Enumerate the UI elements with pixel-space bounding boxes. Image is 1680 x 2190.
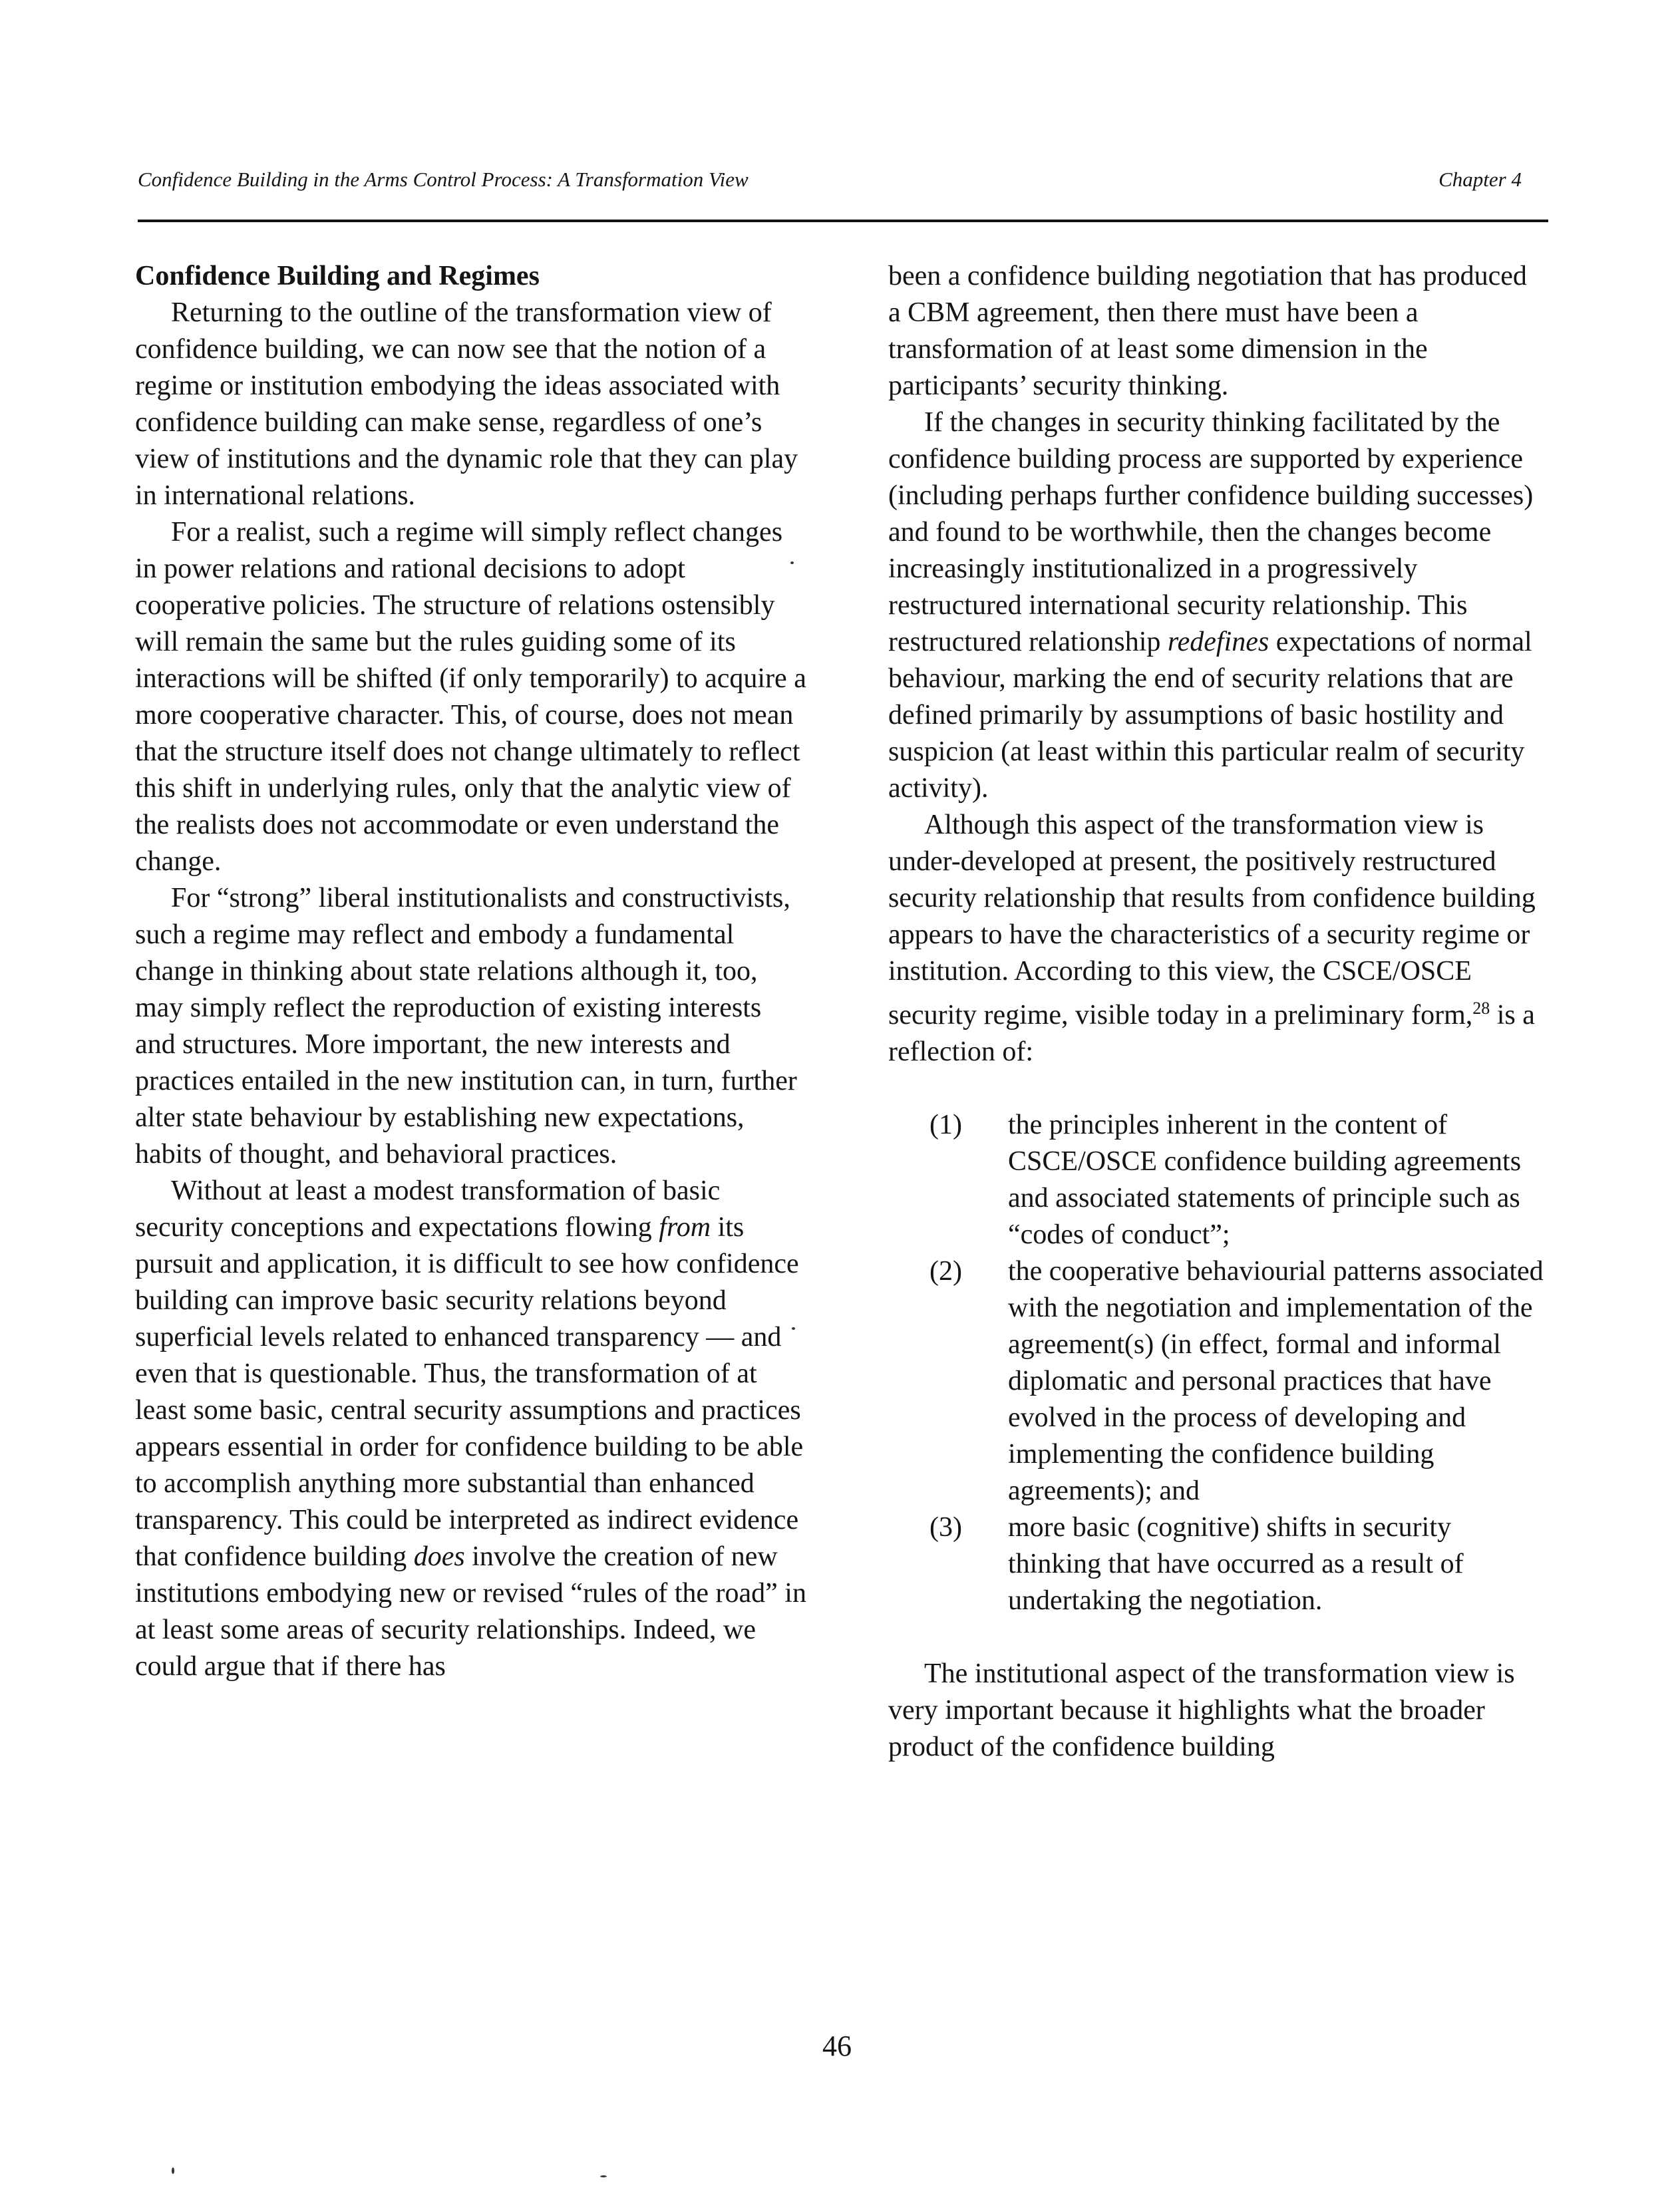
body-paragraph: Returning to the outline of the transformation view of confidence building, we can now see that the notion of a regime or institution embodying the ideas associated with confidence building can make sense, regardless of one’s view of institutions and the dynamic role that they can play in international relations. — [135, 297, 798, 511]
right-paragraphs-after — [888, 1656, 1544, 1766]
numbered-list — [888, 1107, 1544, 1619]
body-paragraph: For a realist, such a regime will simply reflect changes in power relations and rational decisions to adopt cooperative policies. The structure of relations ostensibly will remain the same but the rules guiding some of its interactions will be shifted (if only temporarily) to acquire a more cooperative character. This, of course, does not mean that the structure itself does not change ultimately to reflect this shift in underlying rules, only that the analytic view of the realists does not accommodate or even understand the change. — [135, 517, 806, 877]
list-item-text: the cooperative behaviourial patterns associated with the negotiation and implementation of the agreement(s) (in effect, formal and informal diplomatic and personal practices that have evolved in the process of developing and implementing the confidence building agreements); and — [1008, 1256, 1544, 1506]
list-item — [888, 1253, 1544, 1509]
right-column — [888, 258, 1544, 1766]
section-heading: Confidence Building and Regimes — [135, 261, 540, 291]
running-header-title: Confidence Building in the Arms Control Process: A Transformation View — [138, 168, 749, 191]
list-item-number: (3) — [929, 1512, 962, 1543]
scan-speck — [792, 1327, 795, 1330]
running-header — [138, 168, 1522, 194]
body-paragraph: been a confidence building negotiation that has produced a CBM agreement, then there must have been a transformation of at least some dimension in the participants’ security thinking. — [888, 261, 1527, 401]
list-item-text: the principles inherent in the content of CSCE/OSCE confidence building agreements and associated statements of principle such as “codes of conduct”; — [1008, 1110, 1522, 1250]
page-number: 46 — [822, 2030, 852, 2062]
scan-speck — [600, 2175, 607, 2177]
body-paragraph: For “strong” liberal institutionalists and constructivists, such a regime may reflect and embody a fundamental change in thinking about state relations although it, too, may simply reflect the reproduction of existing interests and structures. More important, the new interests and practices entailed in the new institution can, in turn, further alter state behaviour by establishing new expectations, habits of thought, and behavioral practices. — [135, 883, 797, 1170]
right-paragraphs-before — [888, 258, 1544, 1070]
header-rule — [138, 220, 1548, 222]
list-item — [888, 1107, 1544, 1253]
list-item-text: more basic (cognitive) shifts in security thinking that have occurred as a result of undertaking the negotiation. — [1008, 1512, 1464, 1616]
list-item — [888, 1509, 1544, 1619]
left-column — [135, 258, 807, 1685]
body-paragraph: The institutional aspect of the transformation view is very important because it highlights what the broader product of the confidence building — [888, 1658, 1515, 1762]
running-header-chapter: Chapter 4 — [1438, 168, 1522, 191]
body-paragraph: Although this aspect of the transformation view is under-developed at present, the positively restructured security relationship that results from confidence building appears to have the characteristics of a security regime or institution. According to this view, the CSCE/OSCE security regime, visible today in a preliminary form,$^{28}$ is a reflection of: — [888, 810, 1536, 1067]
list-item-number: (2) — [929, 1256, 962, 1287]
left-paragraphs — [135, 295, 807, 1685]
body-paragraph: If the changes in security thinking facilitated by the confidence building process are supported by experience (including perhaps further confidence building successes) and found to be worthwhile, then the changes become increasingly institutionalized in a progressively restructured international security relationship. This restructured relationship redefines expectations of normal behaviour, marking the end of security relations that are defined primarily by assumptions of basic hostility and suspicion (at least within this particular realm of security activity). — [888, 407, 1534, 804]
scan-speck — [790, 561, 794, 564]
body-paragraph: Without at least a modest transformation of basic security conceptions and expectations flowing from its pursuit and application, it is difficult to see how confidence building can improve basic security relations beyond superficial levels related to enhanced transparency — and even that is questionable. Thus, the transformation of at least some basic, central security assumptions and practices appears essential in order for confidence building to be able to accomplish anything more substantial than enhanced transparency. This could be interpreted as indirect evidence that confidence building does involve the creation of new institutions embodying new or revised “rules of the road” in at least some areas of security relationships. Indeed, we could argue that if there has — [135, 1175, 806, 1682]
scan-speck — [172, 2167, 174, 2174]
list-item-number: (1) — [929, 1110, 962, 1140]
